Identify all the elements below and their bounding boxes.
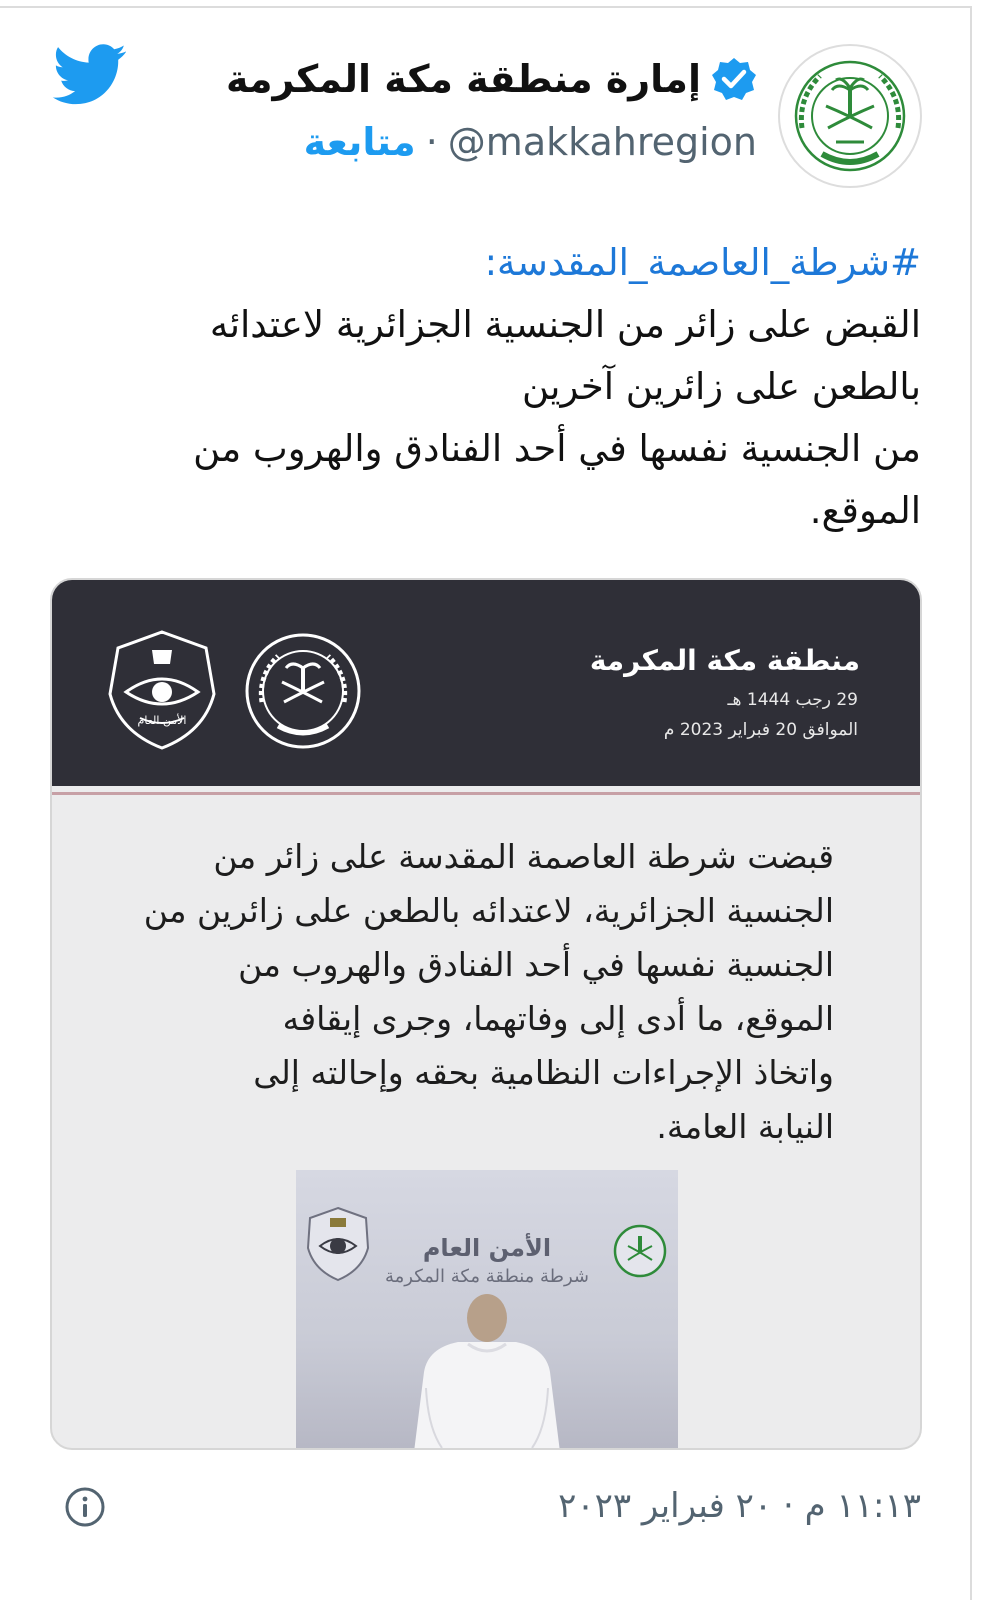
tweet-line: القبض على زائر من الجنسية الجزائرية لاعتدائه: [209, 303, 921, 346]
statement-line: الموقع، ما أدى إلى وفاتهما، وجرى إيقافه: [282, 999, 834, 1038]
suspect-photo: [296, 1170, 678, 1450]
person-silhouette: [406, 1288, 568, 1450]
tweet-text: [151, 232, 921, 542]
public-security-badge-icon: [104, 628, 220, 752]
photo-subtitle: شرطة منطقة مكة المكرمة: [384, 1266, 590, 1287]
account-handle-row: [304, 120, 757, 164]
statement-text: [134, 830, 834, 1154]
tweet-timestamp[interactable]: ١١:١٣ م · ٢٠ فبراير ٢٠٢٣: [558, 1486, 921, 1526]
media-date-gregorian: الموافق 20 فبراير 2023 م: [663, 720, 858, 740]
media-card[interactable]: [50, 578, 922, 1450]
photo-title: الأمن العام: [422, 1234, 552, 1262]
tweet-line: بالطعن على زائرين آخرين: [521, 365, 921, 408]
badge-text: الأمن العام: [137, 714, 187, 727]
statement-line: الجنسية نفسها في أحد الفنادق والهروب من: [238, 945, 834, 984]
statement-line: واتخاذ الإجراءات النظامية بحقه وإحالته إلى: [253, 1053, 834, 1092]
ministry-emblem-icon: [244, 632, 362, 750]
hashtag-link[interactable]: #شرطة_العاصمة_المقدسة:: [484, 241, 921, 284]
tweet-line: الموقع.: [809, 489, 921, 532]
account-handle[interactable]: @makkahregion: [447, 120, 757, 164]
display-name[interactable]: إمارة منطقة مكة المكرمة: [225, 57, 701, 101]
tweet-line: من الجنسية نفسها في أحد الفنادق والهروب من: [193, 427, 921, 470]
verified-badge-icon: [711, 56, 757, 102]
saudi-emblem-icon: [780, 46, 920, 186]
separator-dot: ·: [425, 120, 438, 164]
media-header: [52, 580, 920, 786]
media-date-hijri: 29 رجب 1444 هـ: [727, 690, 858, 710]
statement-line: الجنسية الجزائرية، لاعتدائه بالطعن على زائرين من: [143, 891, 834, 930]
avatar[interactable]: [778, 44, 922, 188]
statement-line: قبضت شرطة العاصمة المقدسة على زائر من: [213, 837, 834, 876]
follow-button[interactable]: متابعة: [303, 120, 416, 164]
twitter-bird-icon[interactable]: [52, 44, 128, 106]
media-title: منطقة مكة المكرمة: [589, 644, 860, 677]
header-divider: [52, 792, 920, 795]
info-icon[interactable]: [64, 1486, 106, 1528]
account-name-row: [226, 56, 757, 102]
statement-line: النيابة العامة.: [656, 1107, 834, 1146]
